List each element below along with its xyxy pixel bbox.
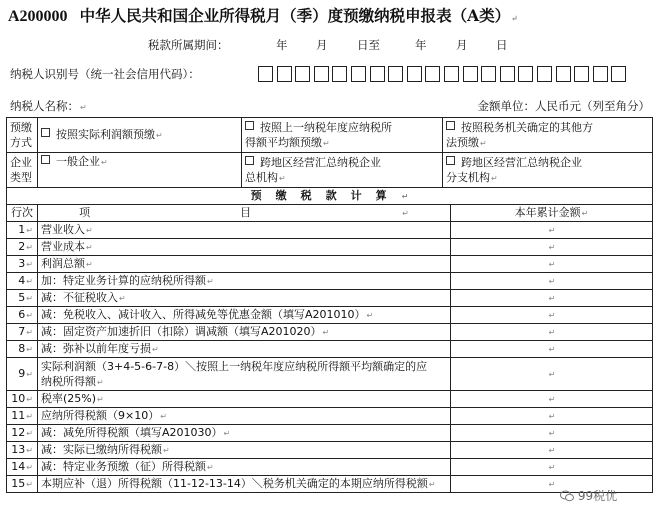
id-digit-box[interactable] [407, 66, 422, 82]
period-end-year[interactable]: 年 [415, 38, 427, 52]
para-mark: ↵ [511, 13, 518, 23]
col-index-header: 行次 [7, 205, 38, 222]
section-title-row [7, 188, 653, 205]
id-digit-box[interactable] [388, 66, 403, 82]
prepay-option-average[interactable]: 按照上一纳税年度应纳税所 得额平均额预缴↵ [242, 118, 443, 153]
enterprise-type-row [7, 153, 653, 188]
amount-unit: 金额单位：人民币元（列至角分） [477, 99, 650, 113]
row-amount-cell[interactable]: ↵ [451, 459, 653, 476]
type-option-head-office[interactable]: 跨地区经营汇总纳税企业 总机构↵ [242, 153, 443, 188]
id-digit-box[interactable] [574, 66, 589, 82]
id-digit-box[interactable] [500, 66, 515, 82]
row-item: 应纳所得税额（9×10）↵ [38, 408, 451, 425]
form-code: A200000 [8, 8, 68, 25]
taxpayer-name-row: 纳税人名称：↵ 金额单位：人民币元（列至角分） [10, 99, 650, 113]
section-title: 预缴税款计算↵ [7, 188, 653, 205]
row-number: 2↵ [7, 239, 38, 256]
prepay-option-other[interactable]: 按照税务机关确定的其他方 法预缴↵ [443, 118, 653, 153]
checkbox[interactable] [41, 128, 50, 137]
enterprise-type-label: 企业 类型 [7, 153, 38, 188]
row-item: 减：弥补以前年度亏损↵ [38, 341, 451, 358]
row-item: 营业收入↵ [38, 222, 451, 239]
id-digit-box[interactable] [593, 66, 608, 82]
taxpayer-id-label: 纳税人识别号（统一社会信用代码）： [10, 67, 200, 81]
table-row [7, 425, 653, 442]
id-digit-box[interactable] [258, 66, 273, 82]
row-amount-cell[interactable]: ↵ [451, 341, 653, 358]
period-start-month[interactable]: 月 [316, 38, 328, 52]
row-amount-cell[interactable]: ↵ [451, 358, 653, 391]
table-row [7, 408, 653, 425]
prepayment-table [6, 117, 653, 493]
table-row [7, 358, 653, 391]
period-end-day[interactable]: 日 [496, 38, 508, 52]
checkbox[interactable] [446, 156, 455, 165]
id-digit-box[interactable] [463, 66, 478, 82]
row-number: 14↵ [7, 459, 38, 476]
checkbox[interactable] [245, 121, 254, 130]
taxpayer-id-boxes[interactable] [258, 66, 630, 84]
row-amount-cell[interactable]: ↵ [451, 222, 653, 239]
prepay-option-actual-profit[interactable]: 按照实际利润额预缴↵ [38, 118, 242, 153]
id-digit-box[interactable] [314, 66, 329, 82]
row-number: 5↵ [7, 290, 38, 307]
row-amount-cell[interactable]: ↵ [451, 442, 653, 459]
id-digit-box[interactable] [611, 66, 626, 82]
form-title [8, 4, 658, 26]
row-number: 3↵ [7, 256, 38, 273]
id-digit-box[interactable] [425, 66, 440, 82]
row-amount-cell[interactable]: ↵ [451, 425, 653, 442]
row-item: 本期应补（退）所得税额（11-12-13-14）＼税务机关确定的本期应纳所得税额↵ [38, 476, 451, 493]
id-digit-box[interactable] [332, 66, 347, 82]
id-digit-box[interactable] [518, 66, 533, 82]
row-amount-cell[interactable]: ↵ [451, 239, 653, 256]
row-amount-cell[interactable]: ↵ [451, 307, 653, 324]
row-number: 7↵ [7, 324, 38, 341]
type-option-general[interactable]: 一般企业↵ [38, 153, 242, 188]
col-item-header: 项目↵ [38, 205, 451, 222]
table-row [7, 324, 653, 341]
id-digit-box[interactable] [556, 66, 571, 82]
period-start-day[interactable]: 日至 [357, 38, 380, 52]
tax-period-row [0, 37, 658, 53]
period-end-month[interactable]: 月 [456, 38, 468, 52]
row-item: 减：实际已缴纳所得税额↵ [38, 442, 451, 459]
row-number: 15↵ [7, 476, 38, 493]
row-number: 12↵ [7, 425, 38, 442]
row-number: 1↵ [7, 222, 38, 239]
row-item: 加：特定业务计算的应纳税所得额↵ [38, 273, 451, 290]
taxpayer-name-label: 纳税人名称： [10, 99, 79, 113]
id-digit-box[interactable] [370, 66, 385, 82]
row-item: 实际利润额（3+4-5-6-7-8）＼按照上一纳税年度应纳税所得额平均额确定的应 纳税所得额↵ [38, 358, 451, 391]
checkbox[interactable] [245, 156, 254, 165]
col-amount-header: 本年累计金额↵ [451, 205, 653, 222]
row-amount-cell[interactable]: ↵ [451, 256, 653, 273]
row-item: 利润总额↵ [38, 256, 451, 273]
table-row [7, 307, 653, 324]
checkbox[interactable] [41, 155, 50, 164]
row-amount-cell[interactable]: ↵ [451, 324, 653, 341]
table-row [7, 290, 653, 307]
checkbox[interactable] [446, 121, 455, 130]
id-digit-box[interactable] [351, 66, 366, 82]
id-digit-box[interactable] [444, 66, 459, 82]
row-number: 10↵ [7, 391, 38, 408]
table-row [7, 341, 653, 358]
row-number: 4↵ [7, 273, 38, 290]
table-row [7, 239, 653, 256]
row-number: 13↵ [7, 442, 38, 459]
row-amount-cell[interactable]: ↵ [451, 408, 653, 425]
row-amount-cell[interactable]: ↵ [451, 391, 653, 408]
id-digit-box[interactable] [537, 66, 552, 82]
table-row [7, 459, 653, 476]
row-item: 减：免税收入、减计收入、所得减免等优惠金额（填写A201010）↵ [38, 307, 451, 324]
row-item: 减：不征税收入↵ [38, 290, 451, 307]
id-digit-box[interactable] [277, 66, 292, 82]
prepay-method-label: 预缴 方式 [7, 118, 38, 153]
table-row [7, 476, 653, 493]
table-row [7, 273, 653, 290]
row-item: 税率(25%)↵ [38, 391, 451, 408]
period-start-year[interactable]: 年 [276, 38, 288, 52]
tax-period-label: 税款所属期间： [148, 38, 229, 52]
row-item: 营业成本↵ [38, 239, 451, 256]
id-digit-box[interactable] [481, 66, 496, 82]
table-row [7, 391, 653, 408]
row-item: 减：特定业务预缴（征）所得税额↵ [38, 459, 451, 476]
row-number: 9↵ [7, 358, 38, 391]
table-row [7, 256, 653, 273]
form-title-text: 中华人民共和国企业所得税月（季）度预缴纳税申报表（A类） [79, 6, 511, 25]
row-number: 11↵ [7, 408, 38, 425]
table-row [7, 222, 653, 239]
watermark-text: 99税优 [577, 489, 618, 503]
wechat-icon [560, 490, 574, 502]
table-row [7, 442, 653, 459]
column-header-row [7, 205, 653, 222]
row-amount-cell[interactable]: ↵ [451, 273, 653, 290]
row-item: 减：固定资产加速折旧（扣除）调减额（填写A201020）↵ [38, 324, 451, 341]
row-amount-cell[interactable]: ↵ [451, 476, 653, 493]
row-amount-cell[interactable]: ↵ [451, 290, 653, 307]
row-item: 减：减免所得税额（填写A201030）↵ [38, 425, 451, 442]
type-option-branch[interactable]: 跨地区经营汇总纳税企业 分支机构↵ [443, 153, 653, 188]
watermark [560, 487, 656, 505]
row-number: 6↵ [7, 307, 38, 324]
id-digit-box[interactable] [295, 66, 310, 82]
prepay-method-row [7, 118, 653, 153]
row-number: 8↵ [7, 341, 38, 358]
